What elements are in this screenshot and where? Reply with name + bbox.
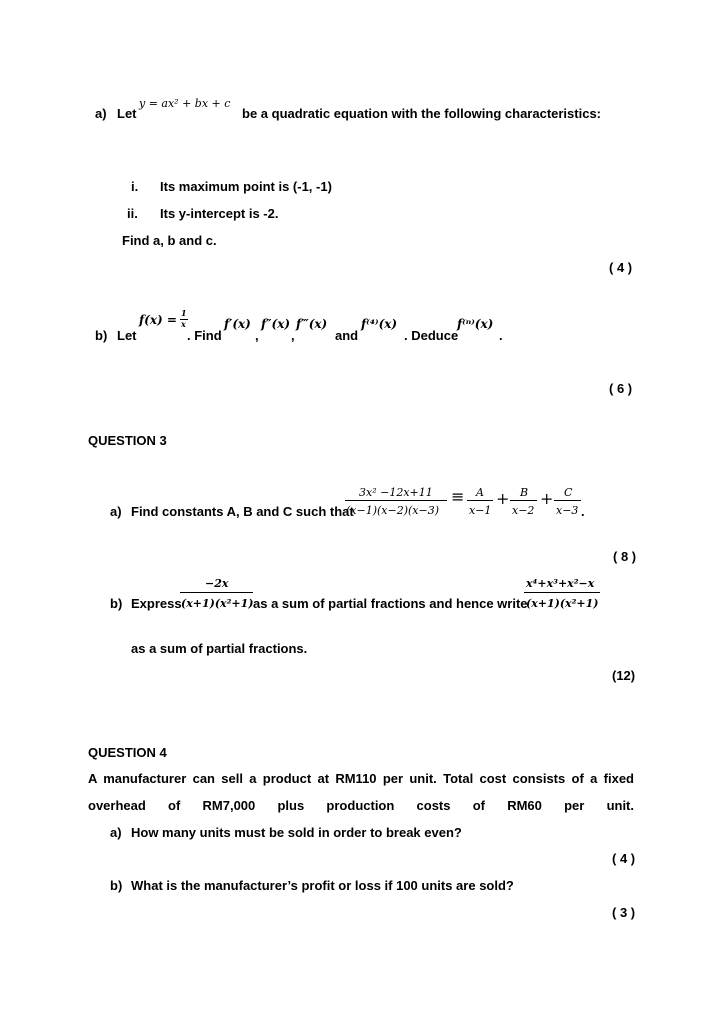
fraction-2-denominator: (x+1)(x²+1) [526,597,599,610]
fraction-2-numerator: x⁴+x³+x²−x [526,577,595,590]
fourth-derivative: f⁽⁴⁾(x) [361,317,398,331]
item-number: i. [131,179,139,194]
denominator-a: x−1 [469,504,492,517]
q4a-text: How many units must be sold in order to break even? [131,825,462,840]
period: . [499,328,503,343]
denominator-c: x−3 [556,504,579,517]
comma: , [291,328,295,343]
nth-derivative: f⁽ⁿ⁾(x) [457,317,494,331]
fraction-1-denominator: (x+1)(x²+1) [181,597,254,610]
fraction-bar [345,500,447,501]
fraction-1-numerator: −2x [205,577,229,590]
denominator-b: x−2 [512,504,535,517]
q4b-label: b) [110,878,123,893]
q3b-label: b) [110,596,123,611]
fraction-bar [180,592,253,593]
q3b-tail: as a sum of partial fractions. [131,641,308,656]
q3b-express: Express [131,596,182,611]
question-4-intro: A manufacturer can sell a product at RM110 per unit. Total cost consists of a fixed overhead of RM7,000 plus production costs of RM60 per unit. [88,771,634,813]
equivalence-sign: ≡ [451,487,465,506]
fraction-numerator: 1 [181,308,187,318]
part-a-find: Find a, b and c. [122,233,217,248]
part-b-label: b) [95,328,108,343]
part-b-let: Let [117,328,137,343]
part-a-intro: be a quadratic equation with the following characteristics: [242,106,602,121]
item-text: Its y-intercept is -2. [160,206,279,221]
marks-label: (12) [612,668,636,683]
quadratic-equation: y = ax² + bx + c [139,97,231,110]
constant-a: A [476,486,484,499]
first-derivative: f′(x) [224,317,251,331]
fraction-bar [467,500,493,501]
plus-sign: + [540,489,554,508]
second-derivative: f″(x) [261,317,291,331]
fraction-denominator: x [181,319,186,329]
q3a-text: Find constants A, B and C such that [131,504,354,519]
q3b-middle: as a sum of partial fractions and hence write [253,596,528,611]
fraction-bar [510,500,537,501]
fraction-bar [524,592,600,593]
period: . [581,504,585,519]
function-definition: f(x) = [139,313,177,327]
part-b-find: . Find [187,328,222,343]
q4b-text: What is the manufacturer’s profit or loss if 100 units are sold? [131,878,514,893]
constant-b: B [520,486,529,499]
third-derivative: f‴(x) [296,317,328,331]
comma: , [255,328,259,343]
part-b-and: and [335,328,359,343]
marks-label: ( 3 ) [612,905,636,920]
q4a-label: a) [110,825,122,840]
marks-label: ( 8 ) [613,549,637,564]
marks-label: ( 4 ) [609,260,633,275]
lhs-numerator: 3x² −12x+11 [359,486,433,499]
part-a-label: a) [95,106,107,121]
marks-label: ( 6 ) [609,381,633,396]
question-4-title: QUESTION 4 [88,745,167,760]
part-b-deduce: . Deduce [404,328,459,343]
plus-sign: + [496,489,510,508]
fraction-bar [554,500,581,501]
lhs-denominator: (x−1)(x−2)(x−3) [346,504,440,517]
marks-label: ( 4 ) [612,851,636,866]
question-3-title: QUESTION 3 [88,433,167,448]
item-number: ii. [127,206,138,221]
part-a-let: Let [117,106,137,121]
item-text: Its maximum point is (-1, -1) [160,179,332,194]
constant-c: C [564,486,573,499]
q3a-label: a) [110,504,122,519]
